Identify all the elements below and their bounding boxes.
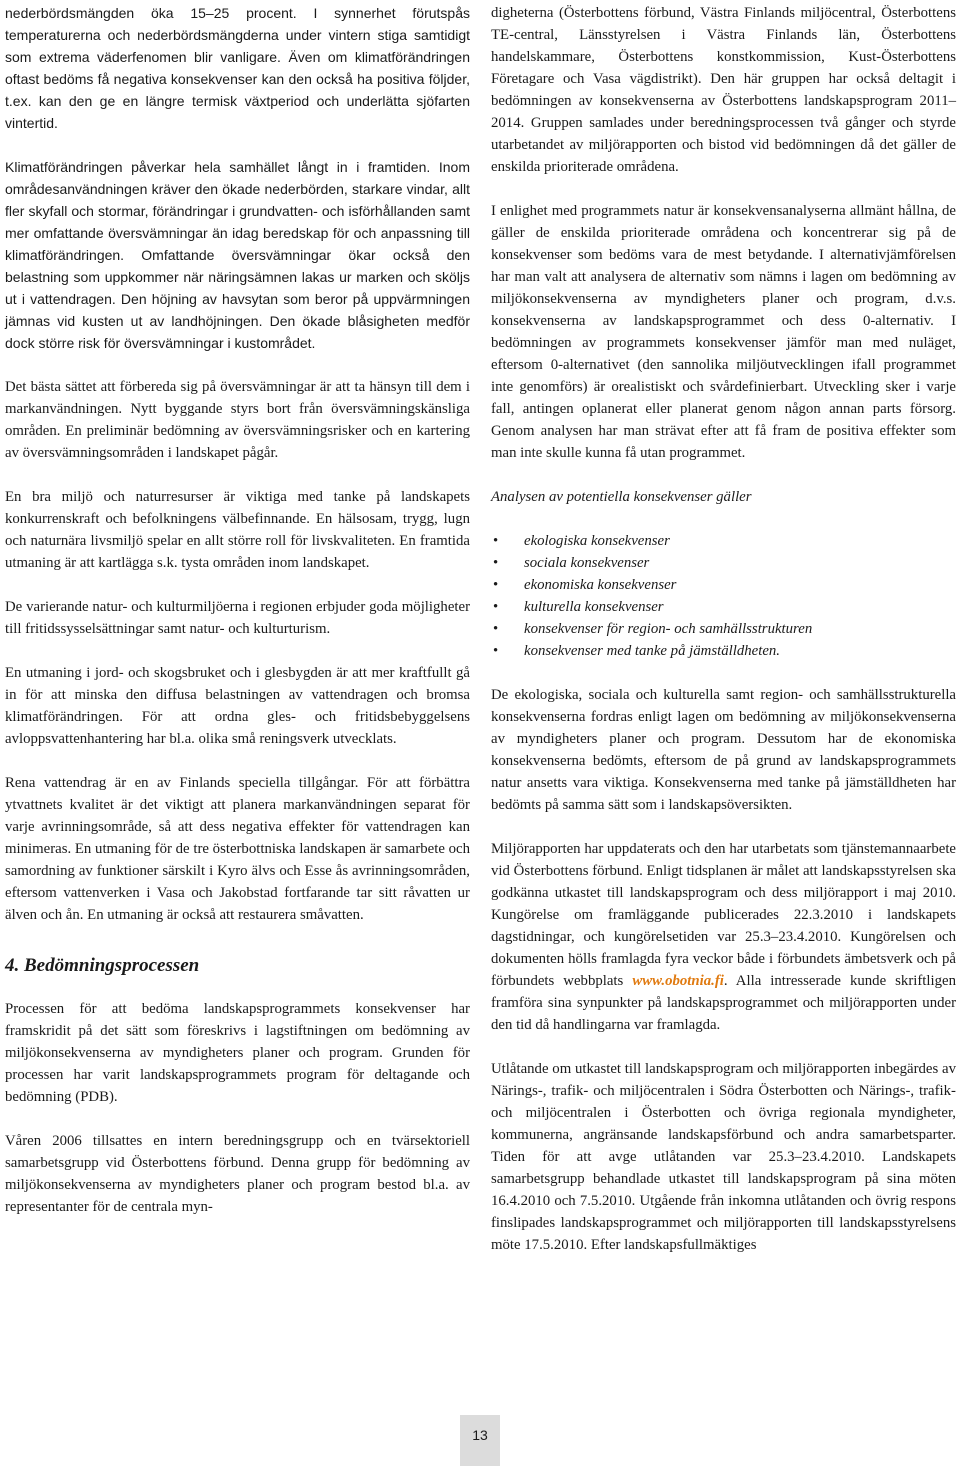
bullet-icon: • (493, 621, 499, 637)
paragraph: nederbördsmängden öka 15–25 procent. I synnerhet förutspås temperaturerna och nederbördsmängderna under vintern stiga samtidigt som extrema väderfenomen blir vanligare. Även om klimatförändringen oftast bedöms få negativa konsekvenser kan den också ha positiva följder, t.ex. kan den ge en längre termisk växtperiod och underlätta sjöfarten vintertid. (5, 5, 470, 131)
list-item: • kulturella konsekvenser (491, 596, 956, 618)
paragraph: En bra miljö och naturresurser är viktiga med tanke på landskapets konkurrenskraft och befolkningens välbefinnande. En hälsosam, trygg, lugn och naturnära livsmiljö spelar en allt större roll för livskvaliteten. En framtida utmaning är att kartlägga s.k. tysta områden inom landskapet. (5, 489, 470, 571)
bullet-icon: • (493, 577, 499, 593)
paragraph: Våren 2006 tillsattes en intern beredningsgrupp och en tvärsektoriell samarbetsgrupp vid Österbottens förbund. Denna grupp för bedömning av miljökonsekvenserna av myndigheters planer och program bestod bl.a. av representanter för de centrala myn- (5, 1133, 470, 1215)
paragraph: Det bästa sättet att förbereda sig på översvämningar är att ta hänsyn till dem i markanvändningen. Nytt byggande styrs bort från översvämningskänsliga områden. En preliminär bedömning av översvämningsrisker och en kartering av översvämningsområden i landskapet pågår. (5, 379, 470, 461)
page-number: 13 (460, 1415, 500, 1466)
section-heading: 4. Bedömningsprocessen (5, 955, 200, 976)
list-intro: Analysen av potentiella konsekvenser gäller (491, 489, 752, 505)
website-link[interactable]: www.obotnia.fi (632, 973, 724, 989)
paragraph: I enlighet med programmets natur är konsekvensanalyserna allmänt hållna, de gäller de enskilda prioriterade områdena och koncentrerar sig på de konsekvenser som bedöms vara de mest betydande. I alternativjämförelsen har man valt att analysera de alternativ som nämns i lagen om bedömning av miljökonsekvenserna av myndigheters planer och program, d.v.s. konsekvenserna av landskapsprogrammet och dess 0-alternativ. I bedömningen av programmets konsekvenser jämför man med nuläget, eftersom 0-alternativet (den sannolika miljöutvecklingen ifall programmet inte genomförs) är orealistiskt och svårdefinierbart. Utveckling sker i varje fall, antingen oplanerat eller planerat genom någon annan parts försorg. Genom analysen har man strävat efter att få fram de positiva effekter som man inte skulle kunna få utan programmet. (491, 203, 956, 461)
paragraph: De varierande natur- och kulturmiljöerna i regionen erbjuder goda möjligheter till fritidssysselsättningar samt natur- och kulturturism. (5, 599, 470, 637)
list-item: • konsekvenser för region- och samhällsstrukturen (491, 618, 956, 640)
list-item: • konsekvenser med tanke på jämställdheten. (491, 640, 956, 662)
paragraph: Utlåtande om utkastet till landskapsprogram och miljörapporten inbegärdes av Närings-, trafik- och miljöcentralen i Södra Österbotten och Närings-, trafik- och miljöcentralen i Österbotten och övriga regionala myndigheter, kommunerna, angränsande landskapsförbund och andra samarbetsparter. Tiden för att avge utlåtanden var 25.3–23.4.2010. Landskapets samarbetsgrupp behandlade utkastet till landskapsprogram på sina möten 16.4.2010 och 7.5.2010. Utgående från inkomna utlåtanden och övrig respons finslipades landskapsprogrammet och miljörapporten till landskapsstyrelsens möte 17.5.2010. Efter landskapsfullmäktiges (491, 1061, 956, 1253)
paragraph: Rena vattendrag är en av Finlands speciella tillgångar. För att förbättra ytvattnets kvalitet är det viktigt att planera markanvändningen separat för varje avrinningsområde, så att dess negativa effekter för vattendragen kan minimeras. En utmaning för de tre österbottniska landskapen är samarbete och samordning av funktioner särskilt i Kyro älvs och Esse ås avrinningsområden, eftersom vattenverken i Vasa och Jakobstad fortfarande tar sitt råvatten ur älven och ån. En utmaning är också att restaurera småvatten. (5, 775, 470, 923)
consequence-list (491, 530, 956, 662)
bullet-icon: • (493, 533, 499, 549)
paragraph: digheterna (Österbottens förbund, Västra Finlands miljöcentral, Österbottens TE-central, Länsstyrelsen i Västra Finlands län, Österbottens handelskammare, Österbottens konstkommission, Kust-Österbottens Företagare och Vasa vägdistrikt). Den här gruppen har också deltagit i bedömningen av konsekvenserna av Österbottens landskapsprogram 2011–2014. Gruppen samlades under beredningsprocessen två gånger och styrde utarbetandet av miljörapporten och bistod vid bedömningen då det gäller de enskilda prioriterade områdena. (491, 5, 956, 175)
paragraph: En utmaning i jord- och skogsbruket och i glesbygden är att mer kraftfullt gå in för att minska den diffusa belastningen av vattendragen och bromsa klimatförändringen. För att ordna gles- och fritidsbebyggelsens avloppsvattenhantering har bl.a. olika små reningsverk utvecklats. (5, 665, 470, 747)
right-column (491, 2, 956, 1278)
paragraph: De ekologiska, sociala och kulturella samt region- och samhällsstrukturella konsekvenserna fordras enligt lagen om bedömning av miljökonsekvenserna av myndigheters planer och program. Dessutom har de ekonomiska konsekvenserna bedömts, eftersom de på grund av landskapsprogrammets natur ansetts vara viktiga. Konsekvenserna med tanke på jämställdheten har bedömts på samma sätt som i landskapsöversikten. (491, 687, 956, 813)
bullet-icon: • (493, 599, 499, 615)
paragraph: Klimatförändringen påverkar hela samhället långt in i framtiden. Inom områdesanvändningen kräver den ökade nederbörden, starkare vindar, allt fler skyfall och stormar, förändringar i grundvatten- och isförhållanden samt mer omfattande översvämningar än idag beredskap för och anpassning till klimatförändringen. Omfattande översvämningar ökar också den belastning som uppkommer när näringsämnen lakas ur marken och sköljs ut i vattendragen. Den höjning av havsytan som beror på uppvärmningen jämnas vid kusten ut av landhöjningen. Den ökade blåsigheten medför dock större risk för översvämningar i kustområdet. (5, 159, 470, 351)
left-column (5, 2, 470, 1240)
paragraph: Processen för att bedöma landskapsprogrammets konsekvenser har framskridit på det sätt som föreskrivs i lagstiftningen om bedömning av miljökonsekvenserna av myndigheters planer och program. Grunden för processen har varit landskapsprogrammets program för deltagande och bedömning (PDB). (5, 1001, 470, 1105)
list-item: • ekologiska konsekvenser (491, 530, 956, 552)
paragraph: Miljörapporten har uppdaterats och den har utarbetats som tjänstemannaarbete vid Österbottens förbund. Enligt tidsplanen är målet att landskapsstyrelsen ska godkänna utkastet till landskapsprogram och dess miljörapport i maj 2010. Kungörelse om framläggande publicerades 22.3.2010 i landskapets dagstidningar, och kungörelsetiden var 25.3–23.4.2010. Kungörelsen och dokumenten hölls framlagda fyra veckor både i förbundets ämbetsverk och på förbundets webbplats www.obotnia.fi. Alla intresserade kunde skriftligen framföra sina synpunkter på landskapsprogrammet och miljörapporten under den tid då handlingarna var framlagda. (491, 841, 956, 1033)
list-item: • sociala konsekvenser (491, 552, 956, 574)
bullet-icon: • (493, 643, 499, 659)
bullet-icon: • (493, 555, 499, 571)
list-item: • ekonomiska konsekvenser (491, 574, 956, 596)
